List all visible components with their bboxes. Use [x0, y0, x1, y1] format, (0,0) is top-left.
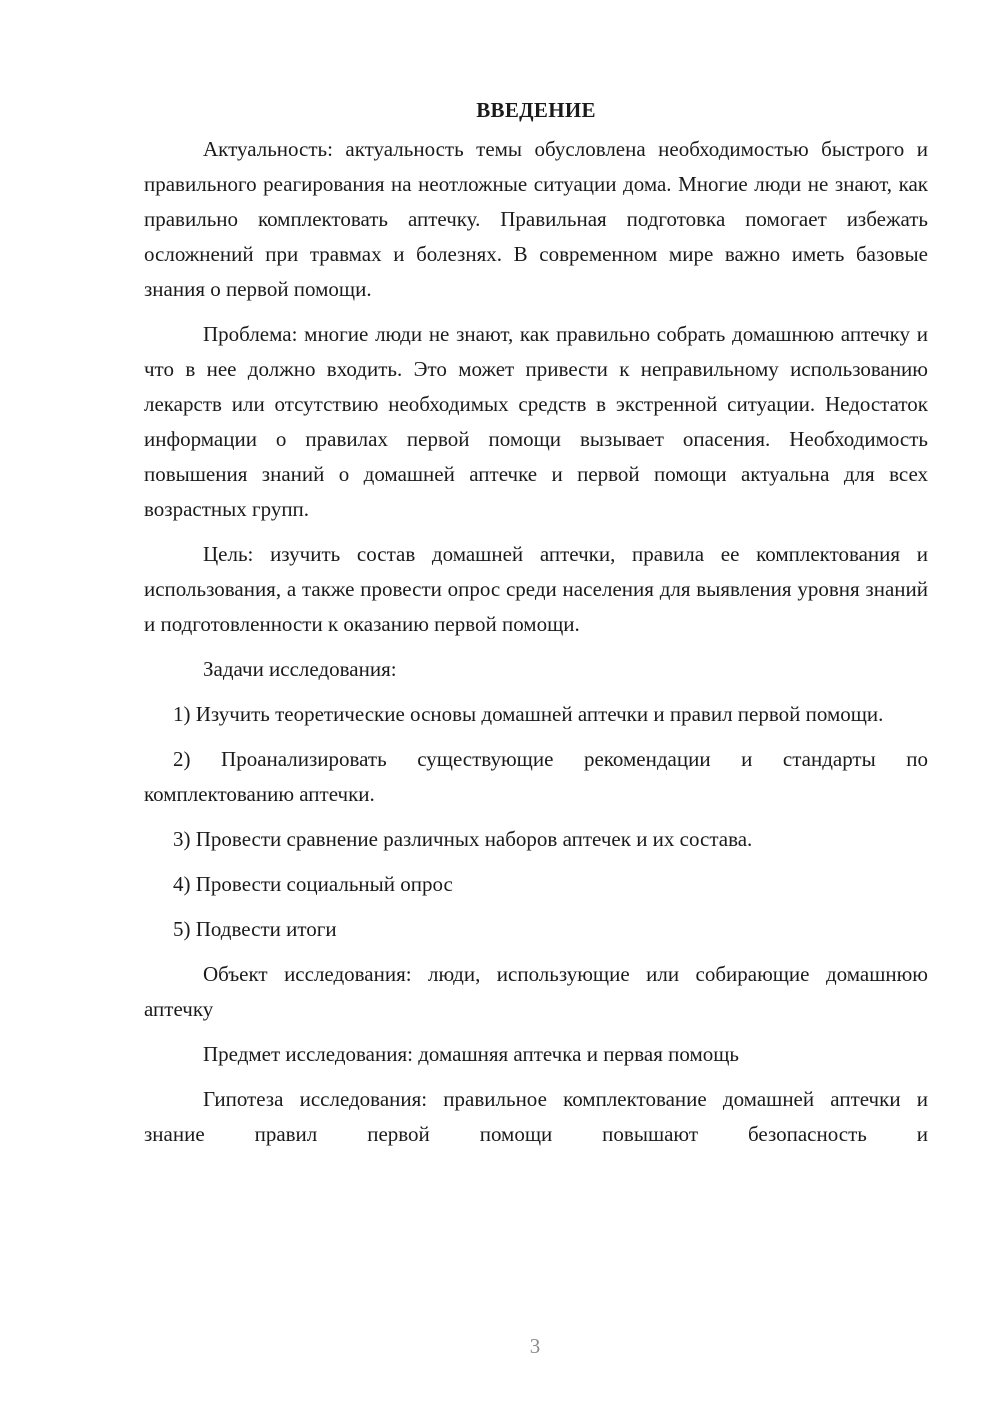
- page-number: 3: [529, 1334, 541, 1358]
- subject-paragraph: Предмет исследования: домашняя аптечка и первая помощь: [203, 1042, 739, 1066]
- goal-paragraph: Цель: изучить состав домашней аптечки, правила ее комплектования и использования, а также провести опрос среди населения для выявления уровня знаний и подготовленности к оказанию первой помощи.: [144, 542, 928, 636]
- task-item-5: 5) Подвести итоги: [173, 917, 337, 941]
- hypothesis-paragraph: Гипотеза исследования: правильное комплектование домашней аптечки и знание правил первой помощи повышают безопасность и: [144, 1087, 928, 1146]
- object-paragraph: Объект исследования: люди, использующие или собирающие домашнюю аптечку: [144, 962, 928, 1021]
- task-item-2: 2) Проанализировать существующие рекомендации и стандарты по комплектованию аптечки.: [144, 747, 928, 806]
- task-item-3: 3) Провести сравнение различных наборов аптечек и их состава.: [173, 827, 753, 851]
- section-heading: ВВЕДЕНИЕ: [476, 98, 596, 122]
- document-page: [144, 92, 928, 1162]
- task-item-1: 1) Изучить теоретические основы домашней аптечки и правил первой помощи.: [173, 702, 884, 726]
- relevance-paragraph: Актуальность: актуальность темы обусловлена необходимостью быстрого и правильного реагирования на неотложные ситуации дома. Многие люди не знают, как правильно комплектовать аптечку. Правильная подготовка помогает избежать осложнений при травмах и болезнях. В современном мире важно иметь базовые знания о первой помощи.: [144, 137, 928, 301]
- problem-paragraph: Проблема: многие люди не знают, как правильно собрать домашнюю аптечку и что в нее должно входить. Это может привести к неправильному использованию лекарств или отсутствию необходимых средств в экстренной ситуации. Недостаток информации о правилах первой помощи вызывает опасения. Необходимость повышения знаний о домашней аптечке и первой помощи актуальна для всех возрастных групп.: [144, 322, 928, 521]
- task-item-4: 4) Провести социальный опрос: [173, 872, 453, 896]
- tasks-title: Задачи исследования:: [203, 657, 397, 681]
